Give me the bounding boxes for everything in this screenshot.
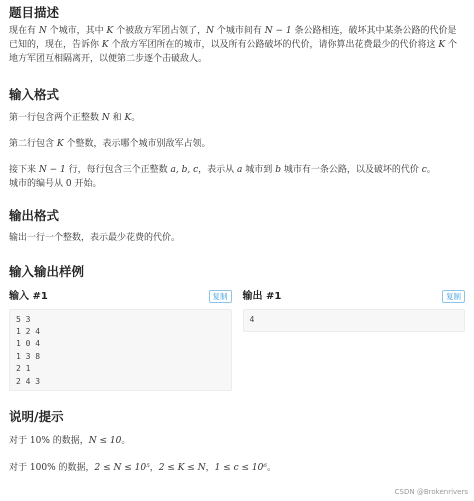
sample-input-panel [9,289,232,391]
sample-input-label: 输入 #1 [9,290,48,302]
watermark: CSDN @Brokenrivers [394,488,468,497]
sample-output-box[interactable]: 4 [243,309,466,332]
sample-output-panel [243,289,466,391]
sample-output-header [243,289,466,305]
input-format-line-2: 第二行包含 K 个整数，表示哪个城市别敌军占领。 [9,138,211,149]
hint-section [9,408,465,477]
sample-input-box[interactable]: 5 3 1 2 4 1 0 4 1 3 8 2 1 2 4 3 [9,309,232,391]
input-format-section [9,86,465,192]
input-format-title: 输入格式 [9,86,60,102]
input-format-line-3: 接下来 N − 1 行，每行包含三个正整数 a, b, c，表示从 a 城市到 b 城市有一条公路，以及破坏的代价 c。 [9,164,436,175]
hint-line-1: 对于 10% 的数据，N ≤ 10。 [9,435,131,446]
samples-row [9,289,465,391]
hint-line-2: 对于 100% 的数据，2 ≤ N ≤ 10⁵，2 ≤ K ≤ N，1 ≤ c ≤ 10⁶。 [9,463,276,474]
description-text: 现在有 N 个城市，其中 K 个被敌方军团占领了，N 个城市间有 N − 1 条公路相连，破坏其中某条公路的代价是已知的，现在，告诉你 K 个敌方军团所在的城市，以及所有公路破坏的代价，请你算出花费最少的代价将这 K 个地方军团互相隔离开，以便第二步逐个击破敌人。 [9,26,458,64]
output-format-title: 输出格式 [9,207,60,223]
input-format-line-4: 城市的编号从 0 开始。 [9,178,102,189]
output-format-text: 输出一行一个整数，表示最少花费的代价。 [9,232,181,243]
copy-output-button[interactable]: 复制 [442,290,465,303]
samples-title: 输入输出样例 [9,263,85,279]
input-format-line-1: 第一行包含两个正整数 N 和 K。 [9,112,141,123]
sample-input-header [9,289,232,305]
samples-section [9,263,465,391]
description-title: 题目描述 [9,5,60,20]
copy-input-button[interactable]: 复制 [209,290,232,303]
hint-title: 说明/提示 [9,408,64,424]
output-format-section [9,207,465,246]
description-section [9,4,465,67]
sample-output-label: 输出 #1 [242,290,282,302]
